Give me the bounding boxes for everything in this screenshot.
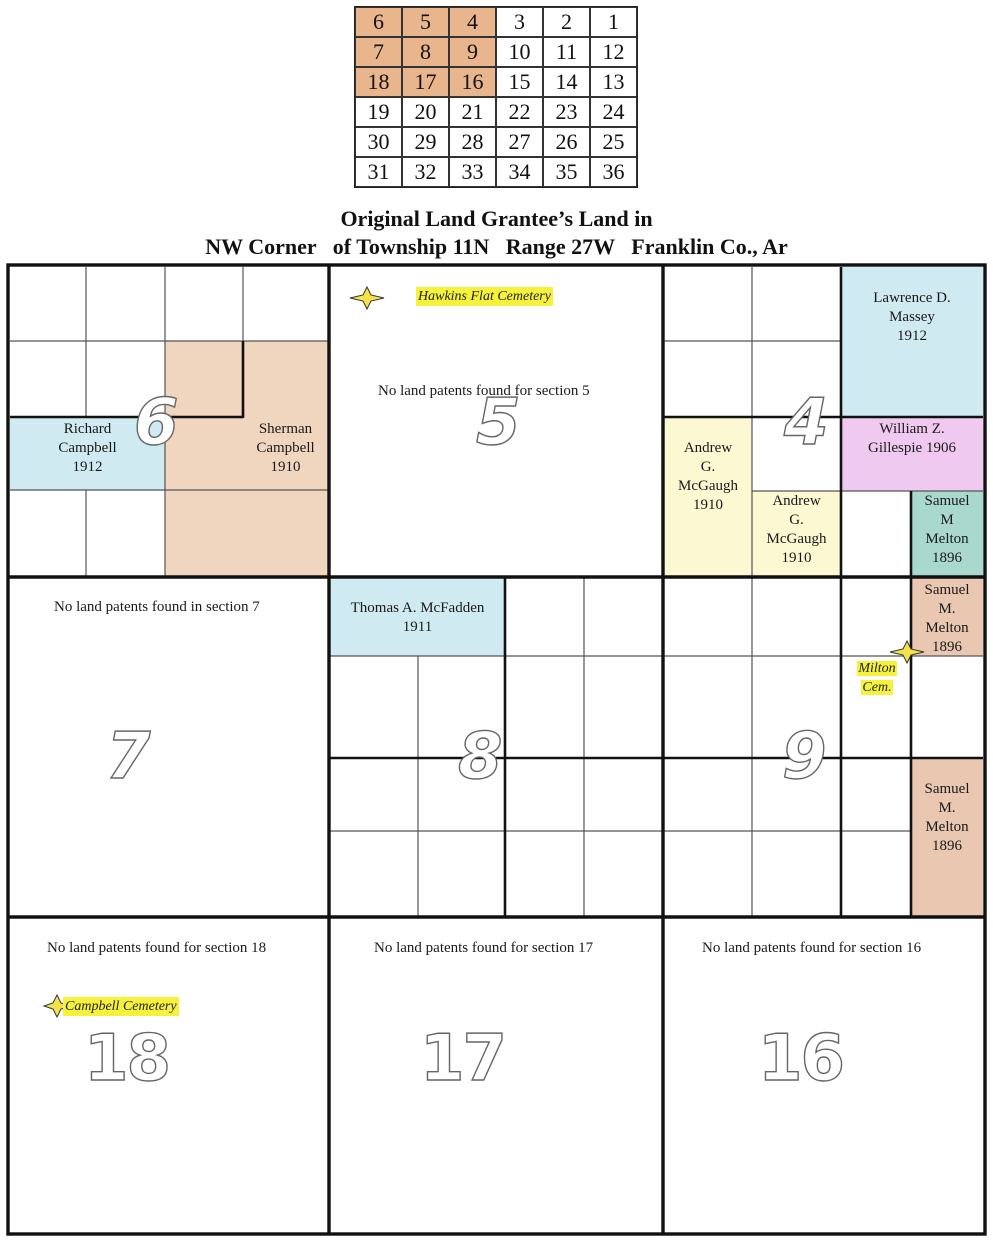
no-patents-note-s16: No land patents found for section 16 xyxy=(702,940,922,956)
no-patents-note-s17: No land patents found for section 17 xyxy=(374,940,594,956)
grantee-year: 1896 xyxy=(932,550,962,566)
index-cell-22: 22 xyxy=(496,97,543,127)
index-cell-35: 35 xyxy=(543,157,590,187)
index-cell-3: 3 xyxy=(496,7,543,37)
grantee-richard-campbell xyxy=(10,420,165,477)
grantee-lawrence-massey xyxy=(841,289,983,346)
index-cell-29: 29 xyxy=(402,127,449,157)
section-number-5: 5 xyxy=(476,386,519,460)
township-map xyxy=(6,263,987,1236)
cemetery-line: Milton xyxy=(858,661,896,676)
grantee-andrew-mcgaugh-2 xyxy=(752,492,841,568)
index-cell-15: 15 xyxy=(496,67,543,97)
grantee-line: Thomas A. McFadden xyxy=(350,600,485,616)
index-cell-8: 8 xyxy=(402,37,449,67)
no-patents-note-s5: No land patents found for section 5 xyxy=(378,383,590,399)
grantee-william-gillespie xyxy=(841,420,983,458)
index-cell-36: 36 xyxy=(590,157,637,187)
index-cell-13: 13 xyxy=(590,67,637,97)
index-cell-16: 16 xyxy=(449,67,496,97)
section-number-9: 9 xyxy=(782,720,825,794)
index-cell-23: 23 xyxy=(543,97,590,127)
index-cell-34: 34 xyxy=(496,157,543,187)
grantee-line: Andrew xyxy=(683,440,733,456)
section-number-8: 8 xyxy=(458,720,501,794)
grantee-line: M. xyxy=(938,601,956,617)
index-cell-30: 30 xyxy=(355,127,402,157)
section-number-16: 16 xyxy=(758,1022,844,1096)
cemetery-label-campbell: Campbell Cemetery xyxy=(65,999,177,1014)
grantee-line: Andrew xyxy=(772,493,821,509)
cemetery-line: Cem. xyxy=(862,680,892,695)
index-cell-10: 10 xyxy=(496,37,543,67)
grantee-thomas-mcfadden xyxy=(330,599,505,637)
index-cell-21: 21 xyxy=(449,97,496,127)
grantee-line: Samuel xyxy=(924,582,970,598)
index-cell-33: 33 xyxy=(449,157,496,187)
grantee-year: 1896 xyxy=(932,838,962,854)
index-cell-5: 5 xyxy=(402,7,449,37)
grantee-year: 1910 xyxy=(693,497,723,513)
section-number-17: 17 xyxy=(420,1022,506,1096)
grantee-andrew-mcgaugh-1 xyxy=(664,439,752,515)
map-title xyxy=(0,205,993,261)
township-index-grid xyxy=(354,6,638,188)
index-cell-28: 28 xyxy=(449,127,496,157)
grantee-line: Melton xyxy=(925,620,969,636)
grantee-year: 1910 xyxy=(781,550,812,566)
grantee-year: 1912 xyxy=(897,328,927,344)
grantee-year: 1911 xyxy=(402,619,433,635)
index-cell-2: 2 xyxy=(543,7,590,37)
grantee-line: Gillespie 1906 xyxy=(868,440,956,456)
index-cell-7: 7 xyxy=(355,37,402,67)
no-patents-note-s7: No land patents found in section 7 xyxy=(54,599,260,615)
index-cell-6: 6 xyxy=(355,7,402,37)
grantee-line: William Z. xyxy=(879,421,945,437)
grantee-line: M. xyxy=(938,800,956,816)
grantee-line: Campbell xyxy=(58,440,117,456)
index-cell-32: 32 xyxy=(402,157,449,187)
grantee-line: Lawrence D. xyxy=(873,290,951,306)
grantee-sherman-campbell xyxy=(243,420,328,477)
cemetery-label-hawkins-flat: Hawkins Flat Cemetery xyxy=(418,289,551,304)
cemetery-label-milton xyxy=(848,659,906,697)
grantee-line: McGaugh xyxy=(766,531,827,547)
title-line-1: Original Land Grantee’s Land in xyxy=(340,206,653,231)
section-number-6: 6 xyxy=(134,386,177,460)
index-cell-19: 19 xyxy=(355,97,402,127)
grantee-line: McGaugh xyxy=(678,478,738,494)
star-icon-hawkins xyxy=(350,287,384,309)
index-cell-20: 20 xyxy=(402,97,449,127)
index-cell-24: 24 xyxy=(590,97,637,127)
index-cell-11: 11 xyxy=(543,37,590,67)
no-patents-note-s18: No land patents found for section 18 xyxy=(47,940,267,956)
index-cell-26: 26 xyxy=(543,127,590,157)
title-line-2: NW Corner of Township 11N Range 27W Franklin Co., Ar xyxy=(205,234,788,259)
grantee-line: Richard xyxy=(63,421,112,437)
section-number-4: 4 xyxy=(784,386,827,460)
grantee-samuel-melton-s9-b xyxy=(911,780,983,856)
section-number-18: 18 xyxy=(84,1022,170,1096)
grantee-line: G. xyxy=(789,512,804,528)
grantee-line: Samuel xyxy=(924,493,970,509)
grantee-year: 1912 xyxy=(72,459,103,475)
grantee-year: 1896 xyxy=(932,639,962,655)
index-cell-1: 1 xyxy=(590,7,637,37)
grantee-line: Melton xyxy=(925,819,969,835)
index-cell-18: 18 xyxy=(355,67,402,97)
grantee-year: 1910 xyxy=(270,459,301,475)
grantee-samuel-melton-s4 xyxy=(911,492,983,568)
grantee-line: M xyxy=(940,512,954,528)
grantee-samuel-melton-s9-a xyxy=(911,581,983,657)
grantee-line: Sherman xyxy=(258,421,313,437)
index-cell-17: 17 xyxy=(402,67,449,97)
section-number-7: 7 xyxy=(106,720,149,794)
grantee-line: Melton xyxy=(925,531,969,547)
index-cell-31: 31 xyxy=(355,157,402,187)
grantee-line: Campbell xyxy=(256,440,315,456)
index-cell-12: 12 xyxy=(590,37,637,67)
index-cell-27: 27 xyxy=(496,127,543,157)
grantee-line: Massey xyxy=(889,309,935,325)
grantee-line: Samuel xyxy=(924,781,970,797)
grantee-line: G. xyxy=(700,459,716,475)
index-cell-4: 4 xyxy=(449,7,496,37)
index-cell-25: 25 xyxy=(590,127,637,157)
index-cell-9: 9 xyxy=(449,37,496,67)
index-cell-14: 14 xyxy=(543,67,590,97)
